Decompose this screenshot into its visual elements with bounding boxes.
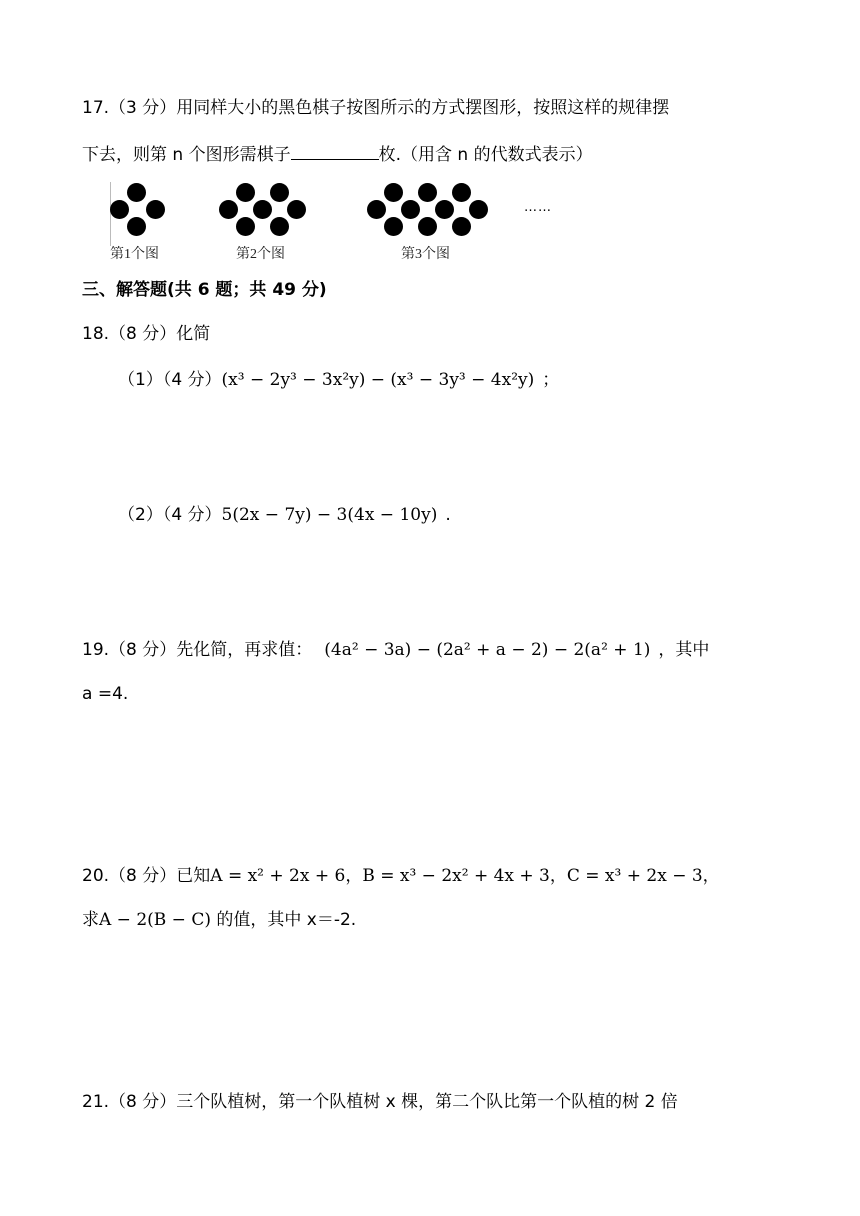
q20-line2-suffix: 的值，其中 x＝-2. bbox=[210, 910, 357, 930]
q18-part1 bbox=[118, 368, 559, 392]
dot bbox=[435, 200, 454, 219]
dot bbox=[418, 183, 437, 202]
q20-expression-a: A = x² + 2x + 6 bbox=[210, 866, 346, 886]
dot bbox=[110, 200, 129, 219]
q19-expression: (4a² − 3a) − (2a² + a − 2) − 2(a² + 1) bbox=[324, 640, 651, 660]
dot bbox=[270, 183, 289, 202]
q18-part2 bbox=[118, 503, 451, 527]
q17-line1: 17.（3 分）用同样大小的黑色棋子按图所示的方式摆图形，按照这样的规律摆 bbox=[82, 98, 670, 118]
q18-part1-end: ； bbox=[542, 370, 560, 390]
section-title: 三、解答题(共 6 题；共 49 分) bbox=[82, 280, 327, 300]
q19-prompt: 19.（8 分）先化简，再求值： bbox=[82, 640, 313, 660]
dot bbox=[287, 200, 306, 219]
dot bbox=[452, 217, 471, 236]
dot bbox=[270, 217, 289, 236]
q20-expression-b: B = x³ − 2x² + 4x + 3 bbox=[362, 866, 550, 886]
q19-line2: a =4. bbox=[82, 684, 129, 704]
q17-line2-text: 下去，则第 n 个图形需棋子 bbox=[82, 145, 291, 165]
q20-expression-c: C = x³ + 2x − 3 bbox=[566, 866, 703, 886]
caption-figure-2: 第2个图 bbox=[236, 247, 285, 262]
dot bbox=[127, 183, 146, 202]
caption-figure-3: 第3个图 bbox=[401, 247, 450, 262]
q17-line2-text-end: 枚.（用含 n 的代数式表示） bbox=[378, 145, 593, 165]
answer-blank bbox=[291, 141, 379, 160]
q20-prompt: 20.（8 分）已知 bbox=[82, 866, 211, 886]
q20-sep-1: ， bbox=[345, 866, 363, 886]
dot bbox=[452, 183, 471, 202]
q19-line1 bbox=[82, 638, 709, 662]
dot bbox=[418, 217, 437, 236]
q20-line2 bbox=[82, 908, 356, 932]
q21-line1: 21.（8 分）三个队植树，第一个队植树 x 棵，第二个队比第一个队植的树 2 倍 bbox=[82, 1092, 678, 1112]
dot bbox=[146, 200, 165, 219]
q18-part1-expression: (x³ − 2y³ − 3x²y) − (x³ − 3y³ − 4x²y) bbox=[221, 370, 535, 390]
dot bbox=[236, 183, 255, 202]
dot bbox=[219, 200, 238, 219]
dot bbox=[236, 217, 255, 236]
q18-part2-end: . bbox=[445, 505, 451, 525]
q17-line2 bbox=[82, 141, 593, 167]
q18-part2-expression: 5(2x − 7y) − 3(4x − 10y) bbox=[221, 505, 438, 525]
q18-part2-label: （2）（4 分） bbox=[118, 505, 222, 525]
dot bbox=[384, 183, 403, 202]
dot bbox=[127, 217, 146, 236]
dot bbox=[401, 200, 420, 219]
q19-prompt-end: ，其中 bbox=[658, 640, 710, 660]
q20-sep-3: ， bbox=[702, 866, 720, 886]
ellipsis: …… bbox=[524, 200, 552, 215]
dot bbox=[469, 200, 488, 219]
q20-expression-target: A − 2(B − C) bbox=[99, 910, 211, 930]
q20-line1 bbox=[82, 864, 720, 888]
q20-sep-2: ， bbox=[549, 866, 567, 886]
caption-figure-1: 第1个图 bbox=[110, 247, 159, 262]
dot bbox=[367, 200, 386, 219]
q18-head: 18.（8 分）化简 bbox=[82, 324, 211, 344]
q18-part1-label: （1）（4 分） bbox=[118, 370, 222, 390]
q20-line2-prefix: 求 bbox=[82, 910, 99, 930]
dot bbox=[253, 200, 272, 219]
dot bbox=[384, 217, 403, 236]
